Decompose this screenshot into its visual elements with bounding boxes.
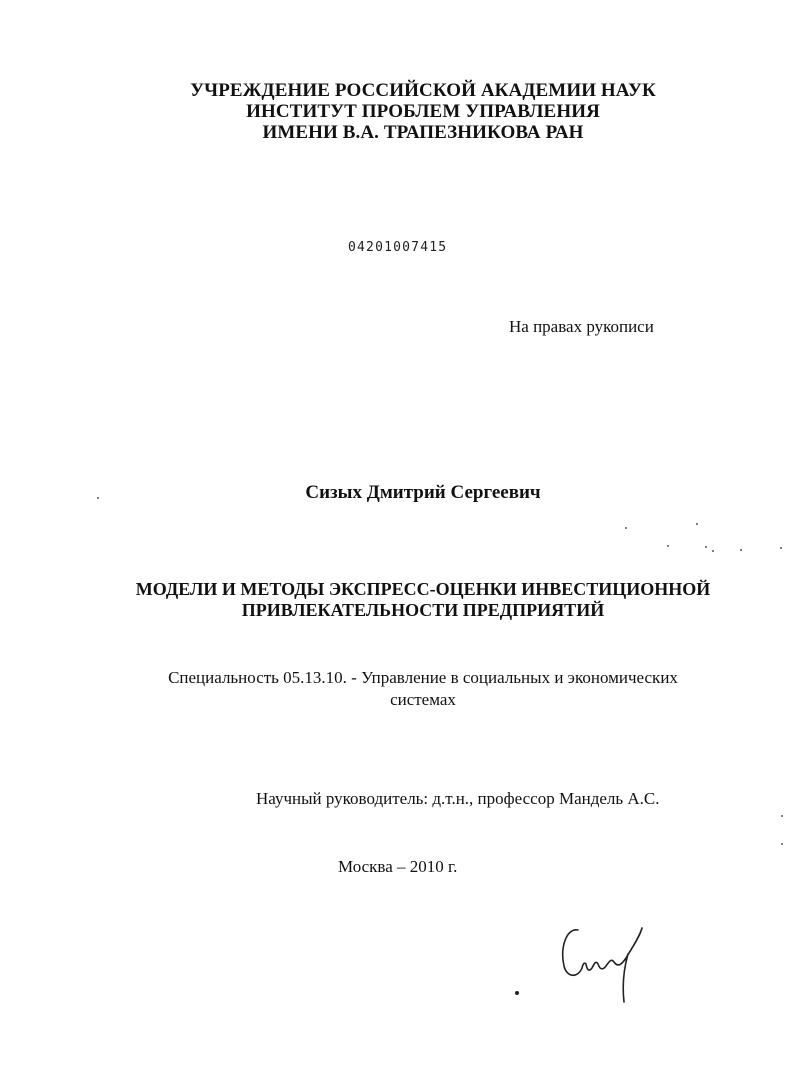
thesis-title-line-2: ПРИВЛЕКАТЕЛЬНОСТИ ПРЕДПРИЯТИЙ [241,600,605,620]
document-code: 04201007415 [348,240,448,255]
author-name [0,482,798,504]
supervisor: Научный руководитель: д.т.н., профессор Мандель А.С. [256,789,660,808]
scan-speck [515,991,519,995]
institution-header [0,80,798,143]
rights-note: На правах рукописи [509,317,654,336]
scan-speck [667,545,669,547]
institution-line-2: ИНСТИТУТ ПРОБЛЕМ УПРАВЛЕНИЯ [246,101,600,122]
scan-speck [781,815,783,817]
scan-speck [780,547,782,549]
scan-speck [740,549,742,551]
scan-speck [781,843,783,845]
institution-line-3: ИМЕНИ В.А. ТРАПЕЗНИКОВА РАН [262,122,584,143]
thesis-title [0,579,798,621]
specialty-line-2: системах [390,690,456,709]
specialty [0,667,798,711]
institution-line-1: УЧРЕЖДЕНИЕ РОССИЙСКОЙ АКАДЕМИИ НАУК [190,80,656,101]
thesis-title-line-1: МОДЕЛИ И МЕТОДЫ ЭКСПРЕСС-ОЦЕНКИ ИНВЕСТИЦИОННОЙ [135,579,711,599]
scan-speck [705,546,707,548]
specialty-line-1: Специальность 05.13.10. - Управление в социальных и экономических [168,668,678,687]
scan-speck [712,550,714,552]
author-name-text: Сизых Дмитрий Сергеевич [305,482,541,503]
scan-speck [625,527,627,529]
scan-speck [696,523,698,525]
scan-speck [97,497,99,499]
handwritten-signature [556,918,656,1008]
place-year: Москва – 2010 г. [338,857,458,876]
